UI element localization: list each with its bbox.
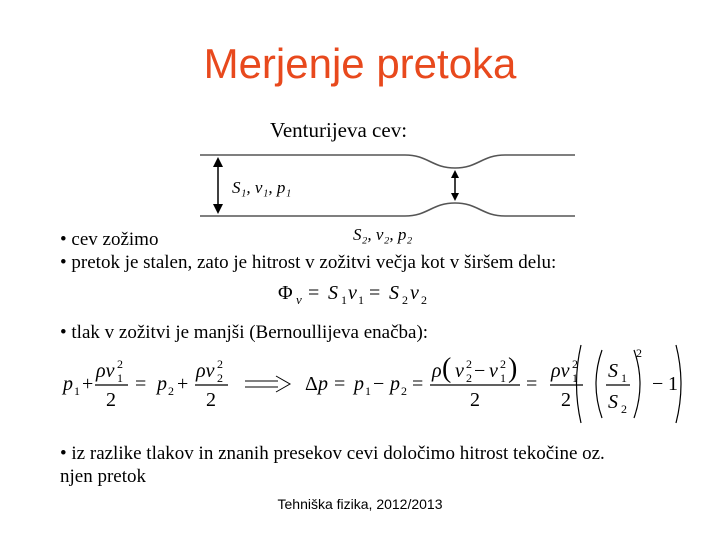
svg-text:2: 2 <box>621 402 627 416</box>
svg-text:Δ: Δ <box>305 373 318 395</box>
svg-text:2: 2 <box>421 293 427 307</box>
bullet-2: • pretok je stalen, zato je hitrost v zožitvi večja kot v širšem delu: <box>60 252 557 273</box>
svg-text:−: − <box>373 373 385 395</box>
svg-text:1: 1 <box>341 293 347 307</box>
svg-text:1: 1 <box>500 371 506 385</box>
svg-text:1: 1 <box>117 371 123 385</box>
svg-text:1: 1 <box>668 373 678 395</box>
svg-text:2: 2 <box>106 389 116 411</box>
svg-text:2: 2 <box>466 371 472 385</box>
svg-text:2: 2 <box>168 384 174 398</box>
pipe-bottom-wall <box>200 203 575 216</box>
svg-text:=: = <box>412 373 424 395</box>
svg-text:2: 2 <box>466 357 472 371</box>
bullet-1: • cev zožimo <box>60 229 159 250</box>
wide-section-label: S₁, v₁, p₁ <box>232 178 292 197</box>
svg-text:2: 2 <box>470 389 480 411</box>
svg-text:p: p <box>318 373 328 395</box>
svg-text:S: S <box>608 360 618 382</box>
svg-text:v: v <box>410 282 419 304</box>
svg-text:p: p <box>390 373 400 395</box>
svg-text:2: 2 <box>217 371 223 385</box>
svg-text:−: − <box>474 360 486 382</box>
svg-text:S: S <box>608 391 618 413</box>
pipe-top-wall <box>200 155 575 168</box>
svg-text:v: v <box>455 360 464 382</box>
bernoulli-equation <box>61 357 228 411</box>
svg-text:v: v <box>489 360 498 382</box>
svg-text:Φ: Φ <box>278 282 293 304</box>
svg-text:+: + <box>82 373 94 395</box>
svg-text:=: = <box>369 282 381 304</box>
svg-text:=: = <box>526 373 538 395</box>
slide-title: Merjenje pretoka <box>203 40 517 87</box>
svg-text:2: 2 <box>117 357 123 371</box>
svg-text:1: 1 <box>365 384 371 398</box>
svg-text:p: p <box>63 373 73 395</box>
svg-text:): ) <box>508 353 518 384</box>
svg-text:=: = <box>135 373 147 395</box>
svg-text:ρ: ρ <box>432 360 442 382</box>
svg-text:ρv: ρv <box>196 360 215 382</box>
svg-text:=: = <box>334 373 346 395</box>
svg-text:+: + <box>177 373 189 395</box>
svg-text:v: v <box>348 282 357 304</box>
svg-text:2: 2 <box>572 357 578 371</box>
svg-text:2: 2 <box>636 346 642 360</box>
implication-arrow <box>245 376 290 392</box>
bullet-3: • tlak v zožitvi je manjši (Bernoullijeva enačba): <box>60 322 429 343</box>
svg-text:v: v <box>296 292 302 307</box>
bullet-4-continuation: njen pretok <box>60 466 147 487</box>
flow-equation <box>278 282 427 307</box>
svg-text:S: S <box>328 282 338 304</box>
svg-text:2: 2 <box>217 357 223 371</box>
svg-text:ρv: ρv <box>551 360 570 382</box>
svg-text:2: 2 <box>401 384 407 398</box>
svg-text:1: 1 <box>358 293 364 307</box>
bullet-4: • iz razlike tlakov in znanih presekov cevi določimo hitrost tekočine oz. <box>60 443 605 464</box>
svg-text:(: ( <box>442 353 452 384</box>
svg-text:−: − <box>652 373 664 395</box>
svg-text:1: 1 <box>621 371 627 385</box>
diagram-subtitle: Venturijeva cev: <box>270 118 408 142</box>
svg-text:S: S <box>389 282 399 304</box>
svg-text:p: p <box>354 373 364 395</box>
svg-text:1: 1 <box>74 384 80 398</box>
svg-text:2: 2 <box>561 389 571 411</box>
pressure-difference-equation <box>305 345 681 423</box>
slide-footer: Tehniška fizika, 2012/2013 <box>277 496 443 512</box>
svg-text:p: p <box>157 373 167 395</box>
svg-text:1: 1 <box>572 371 578 385</box>
svg-text:ρv: ρv <box>96 360 115 382</box>
narrow-section-label: S₂, v₂, p₂ <box>353 225 413 244</box>
svg-text:2: 2 <box>206 389 216 411</box>
svg-text:=: = <box>308 282 320 304</box>
svg-text:2: 2 <box>500 357 506 371</box>
svg-text:2: 2 <box>402 293 408 307</box>
